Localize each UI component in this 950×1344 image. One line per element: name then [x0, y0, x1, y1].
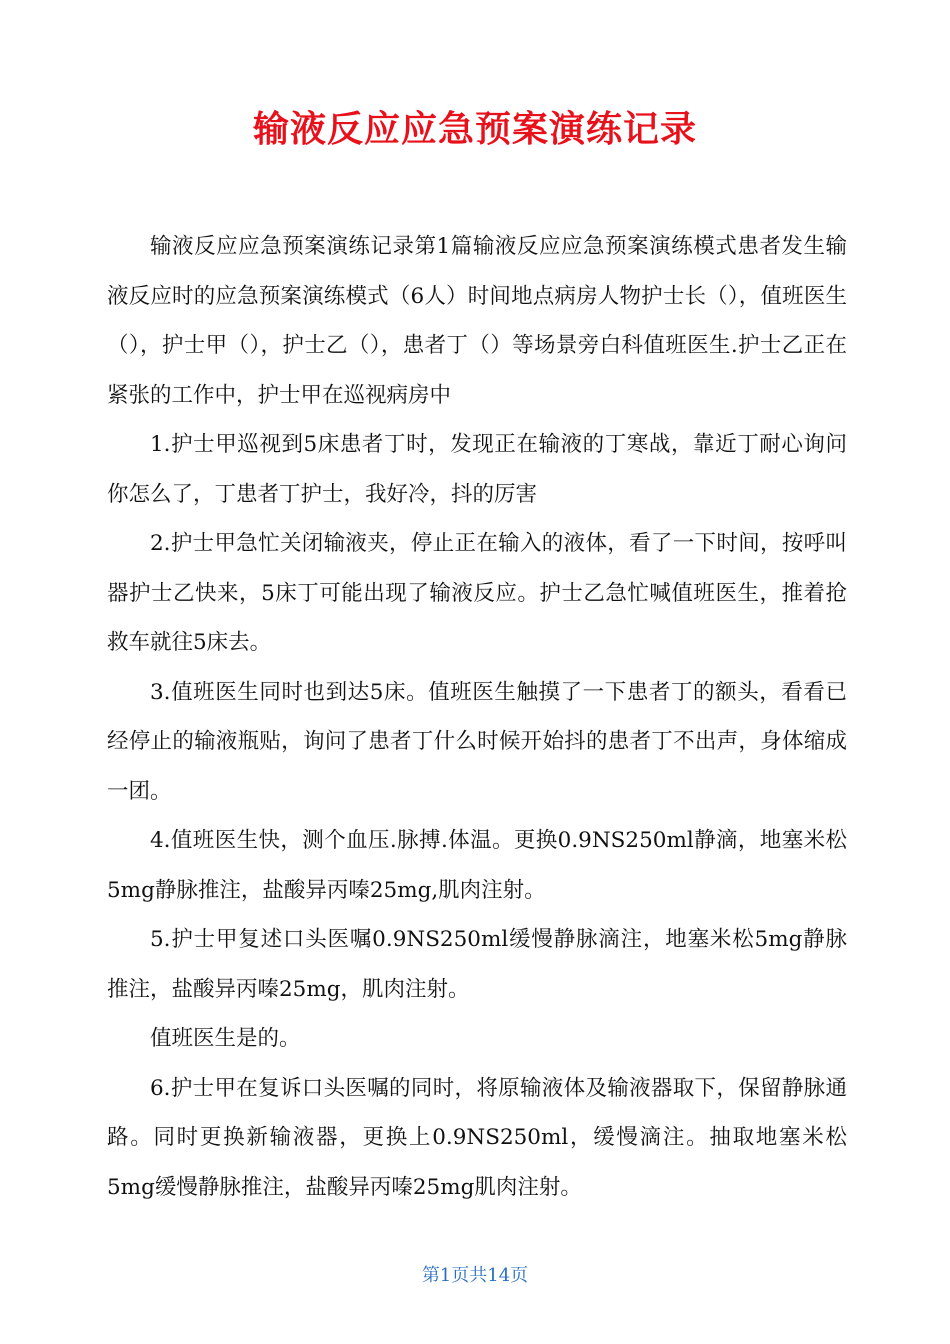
paragraph-step-5: 5.护士甲复述口头医嘱0.9NS250ml缓慢静脉滴注，地塞米松5mg静脉推注，盐酸异丙嗪25mg，肌肉注射。: [107, 927, 847, 1002]
paragraph-step-6: 6.护士甲在复诉口头医嘱的同时，将原输液体及输液器取下，保留静脉通路。同时更换新输液器，更换上0.9NS250ml，缓慢滴注。抽取地塞米松5mg缓慢静脉推注，盐酸异丙嗪25mg肌肉注射。: [107, 1075, 847, 1200]
paragraph-step-3: 3.值班医生同时也到达5床。值班医生触摸了一下患者丁的额头，看看已经停止的输液瓶贴，询问了患者丁什么时候开始抖的患者丁不出声，身体缩成一团。: [107, 679, 847, 804]
document-body: [107, 222, 847, 1212]
paragraph-step-4: 4.值班医生快，测个血压.脉搏.体温。更换0.9NS250ml静滴，地塞米松5mg静脉推注，盐酸异丙嗪25mg,肌肉注射。: [107, 828, 847, 903]
paragraph-step-1: 1.护士甲巡视到5床患者丁时，发现正在输液的丁寒战，靠近丁耐心询问你怎么了，丁患者丁护士，我好冷，抖的厉害: [107, 432, 847, 507]
paragraph-intro: 输液反应应急预案演练记录第1篇输液反应应急预案演练模式患者发生输液反应时的应急预案演练模式（6人）时间地点病房人物护士长（），值班医生（），护士甲（），护士乙（），患者丁（）等场景旁白科值班医生.护士乙正在紧张的工作中，护士甲在巡视病房中: [107, 234, 847, 408]
document-title: 输液反应应急预案演练记录: [252, 109, 697, 150]
paragraph-doctor-reply: 值班医生是的。: [150, 1026, 301, 1051]
page-number-footer: 第1页共14页: [421, 1265, 529, 1286]
paragraph-step-2: 2.护士甲急忙关闭输液夹，停止正在输入的液体，看了一下时间，按呼叫器护士乙快来，5床丁可能出现了输液反应。护士乙急忙喊值班医生，推着抢救车就往5床去。: [107, 531, 847, 655]
